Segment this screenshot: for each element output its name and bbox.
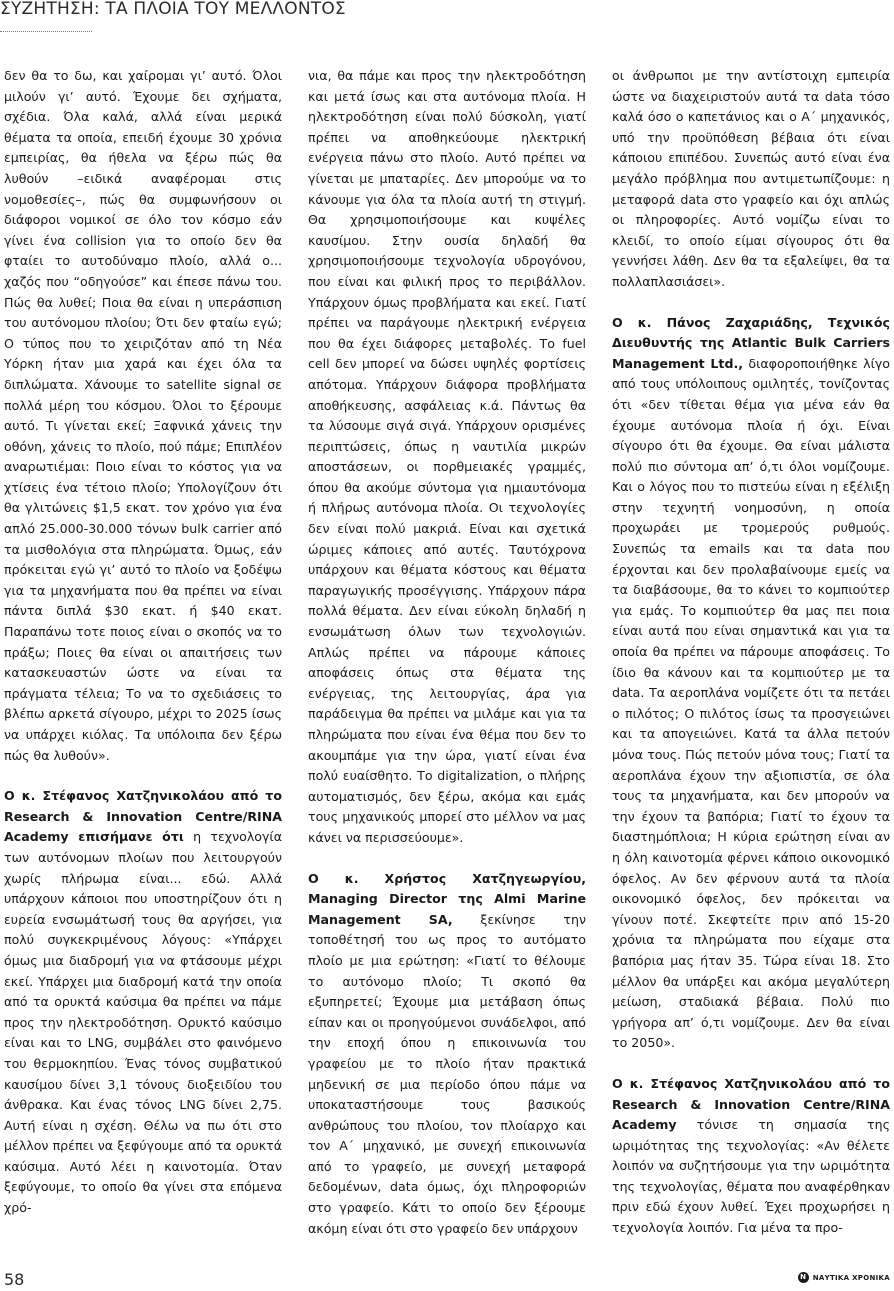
section-title: ΣΥΖΗΤΗΣΗ: ΤΑ ΠΛΟΙΑ ΤΟΥ ΜΕΛΛΟΝΤΟΣ [0, 0, 346, 19]
column-2 [308, 66, 586, 1236]
paragraph: δεν θα το δω, και χαίρομαι γι’ αυτό. Όλοι μιλούν γι’ αυτό. Έχουμε δει σχήματα, σχέδια. Όλα καλά, αλλά είναι μερικά θέματα τα οποία, επειδή έχουμε 30 χρόνια εμπειρίας, θα ήθελα να ξέρω πώς θα λυθούν –ειδικά αναφέρομαι στις νομοθεσίες–, πώς θα συμφωνήσουν οι διάφοροι νομικοί σε όλο τον κόσμο εάν γίνει ένα collision για το οποίο δεν θα φταίει το αυτοδύναμο πλοίο, αλλά ο... χαζός που “οδηγούσε” και έπεσε πάνω του. Πώς θα λυθεί; Ποια θα είναι η υπεράσπιση του αυτόνομου πλοίου; Ότι δεν φταίω εγώ; Ο τύπος που το χειριζόταν από τη Νέα Υόρκη ήταν μια χαρά και έχει όλα τα διπλώματα. Χάνουμε το satellite signal σε πολλά μέρη του κόσμου. Όλοι το ξέρουμε αυτό. Τι γίνεται εκεί; Ξαφνικά χάνεις την οθόνη, χάνεις το πλοίο, πού πάμε; Επιπλέον αναρωτιέμαι: Ποιο είναι το κόστος για να χτίσεις ένα τέτοιο πλοίο; Υπολογίζουν ότι θα γλιτώνεις $1,5 εκατ. τον χρόνο για ένα απλό 25.000-30.000 τόνων bulk carrier από τα μισθολόγια στα πληρώματα. Όμως, εάν πρόκειται εγώ γι’ αυτό το πλοίο να ξοδέψω για τα μηχανήματα που θα πρέπει να είναι πάντα διπλά $30 εκατ. ή $40 εκατ. Παραπάνω τοτε ποιος είναι ο σκοπός να το πράξω; Ποιες θα είναι οι απαιτήσεις των κατασκευαστών ώστε να είναι τα πράγματα τέλεια; Το να το σχεδιάσεις το βλέπω αρκετά σίγουρο, μέχρι το 2025 ίσως να υπάρχει κιόλας. Τα υπόλοιπα δεν ξέρω πώς θα λυθούν». [4, 68, 282, 763]
speaker-name: Ο κ. Στέφανος Χατζηνικολάου από το Research & Innovation Centre/RINA Academy [612, 1075, 890, 1133]
paragraph-body: τόνισε τη σημασία της ωριμότητας της τεχνολογίας: «Αν θέλετε λοιπόν να συζητήσουμε για την ωριμότητα της τεχνολογίας, θέματα που αναφέρθηκαν πριν εδώ έχουν λυθεί. Έχει προχωρήσει η τεχνολογία λοιπόν. Για μένα τα προ- [612, 1117, 890, 1236]
paragraph: νια, θα πάμε και προς την ηλεκτροδότηση και μετά ίσως και στα αυτόνομα πλοία. Η ηλεκτροδότηση είναι πολύ δύσκολη, γιατί πρέπει να αποθηκεύουμε ηλεκτρική ενέργεια πάνω στο πλοίο. Αυτό πρέπει να γίνεται με μπαταρίες. Δεν μπορούμε να το κάνουμε για όλα τα πλοία αυτή τη στιγμή. Θα χρησιμοποιήσουμε και κυψέλες καυσίμου. Στην ουσία δηλαδή θα χρησιμοποιήσουμε τεχνολογία υδρογόνου, που είναι και φιλική προς το περιβάλλον. Υπάρχουν όμως προβλήματα και εκεί. Γιατί πρέπει να παράγουμε ηλεκτρική ενέργεια που θα έχει διάφορες μεταβολές. Το fuel cell δεν μπορεί να δώσει υψηλές φορτίσεις απότομα. Υπάρχουν διάφορα προβλήματα αποθήκευσης, ασφάλειας κ.ά. Πάντως θα τα λύσουμε σιγά σιγά. Υπάρχουν ορισμένες περιπτώσεις, όπως η ναυτιλία μικρών αποστάσεων, οι πορθμειακές γραμμές, όπου θα ακούμε σύντομα για ημιαυτόνομα ή πλήρως αυτόνομα πλοία. Οι τεχνολογίες δεν είναι πολύ μακριά. Είναι και σχετικά ώριμες κάποιες από αυτές. Ταυτόχρονα υπάρχουν και θέματα κόστους και θέματα παραγωγικής προσέγγισης. Υπάρχουν πάρα πολλά θέματα. Δεν είναι εύκολη δηλαδή η ενσωμάτωση όλων των τεχνολογιών. Απλώς πρέπει να πάρουμε κάποιες αποφάσεις όπως στα θέματα της ενέργειας, της λειτουργίας, άρα για παράδειγμα θα πρέπει να μιλάμε και για τα πληρώματα που είναι ένα θέμα που δεν το ακουμπάμε για την ώρα, γιατί είναι ένα πολύ ευαίσθητο. Το digitalization, ο πλήρης αυτοματισμός, δεν ξέρω, ακόμα και εμάς τους μηχανικούς μπορεί στο μέλλον να μας κάνει να περισσεύουμε». [308, 68, 586, 845]
paragraph-body: διαφοροποιήθηκε λίγο από τους υπόλοιπους ομιλητές, τονίζοντας ότι «δεν τίθεται θέμα για μένα εάν θα έχουμε αυτόνομα πλοία ή όχι. Είναι σίγουρο ότι θα έχουμε. Θα είναι μάλιστα πολύ πιο σύντομα απ’ ό,τι όλοι νομίζουμε. Και ο λόγος που το πιστεύω είναι η εξέλιξη στην τεχνητή νοημοσύνη, η οποία προχωράει με τρομερούς ρυθμούς. Συνεπώς τα emails και τα data που έρχονται και δεν προλαβαίνουμε εμείς να τα διαβάσουμε, θα το κάνει το κομπιούτερ για εμάς. Το κομπιούτερ θα μας πει ποια είναι αυτά που είναι σημαντικά και για τα οποία θα πρέπει να πάρουμε αποφάσεις. Το ίδιο θα κάνουν και τα κομπιούτερ με τα data. Τα αεροπλάνα νομίζετε ότι τα πετάει ο πιλότος; Ο πιλότος ίσως τα προσγειώνει και τα απογειώνει. Κατά τα άλλα πετούν μόνα τους. Πώς πετούν μόνα τους; Γιατί τα αεροπλάνα έχουν την αξιοπιστία, σε όλα τους τα μηχανήματα, και δεν μπορούν να την έχουν τα βαπόρια; Γιατί το έχουν τα διαστημόπλοια; Η κύρια ερώτηση είναι αν η όλη καινοτομία φέρνει κάποιο οικονομικό όφελος. Αν δεν φέρνουν αυτά τα πλοία οικονομικό όφελος, δεν πρόκειται να γίνουν ποτέ. Σκεφτείτε πριν από 15-20 χρόνια τα πληρώματα που είχαμε στα βαπόρια μας ήταν 35. Τώρα είναι 18. Στο μέλλον θα υπάρξει και ακόμα μεγαλύτερη μείωση, σταδιακά βέβαια. Πολύ πιο γρήγορα απ’ ό,τι νομίζουμε. Δεν θα είναι το 2050». [612, 355, 890, 1051]
page-header [0, 0, 894, 34]
paragraph: οι άνθρωποι με την αντίστοιχη εμπειρία ώστε να διαχειριστούν αυτά τα data τόσο καλά όσο ο καπετάνιος και ο Α΄ μηχανικός, υπό την προϋπόθεση βέβαια ότι είναι κάποιου επιπέδου. Συνεπώς αυτό είναι ένα μεγάλο πρόβλημα που αντιμετωπίζουμε: η μεταφορά data στο γραφείο και όχι απλώς οι πληροφορίες. Αυτό νομίζω είναι το κλειδί, το οποίο είμαι σίγουρος ότι θα γεννήσει λάθη. Δεν θα τα εξαλείψει, θα τα πολλαπλασιάσει». [612, 68, 890, 289]
paragraph-body: η τεχνολογία των αυτόνομων πλοίων που λειτουργούν χωρίς πλήρωμα είναι... εδώ. Αλλά υπάρχουν κάποιοι που υποστηρίζουν ότι η ευρεία ενσωμάτωσή τους θα αργήσει, για πολύ συγκεκριμένους λόγους: «Υπάρχει όμως μια διαδρομή για να φτάσουμε μέχρι εκεί. Υπάρχει μια διαδρομή κατά την οποία από τα ορυκτά καύσιμα θα πρέπει να πάμε προς την ηλεκτροδότηση. Ορυκτό καύσιμο είναι και το LNG, συμβάλει στο φαινόμενο του θερμοκηπίου. Ένας τόνος συμβατικού καυσίμου δίνει 3,1 τόνους διοξειδίου του άνθρακα. Και ένας τόνος LNG δίνει 2,75. Αυτή είναι η σχέση. Θέλω να πω ότι στο μέλλον πρέπει να ξεφύγουμε από τα ορυκτά καύσιμα. Αυτό λέει η καινοτομία. Όταν ξεφύγουμε, το οποίο θα γίνει στα επόμενα χρό- [4, 829, 282, 1216]
paragraph [4, 786, 282, 1218]
speaker-name: Ο κ. Στέφανος Χατζηνικολάου από το Research & Innovation Centre/RINA Academy επισήμανε ότι [4, 788, 282, 845]
publication-logo [798, 1272, 890, 1283]
speaker-name: Ο κ. Χρήστος Χατζηγεωργίου, Managing Director της Almi Marine Management SA, [308, 870, 586, 927]
header-dotted-rule [0, 31, 92, 32]
publication-name: ΝΑΥΤΙΚΑ ΧΡΟΝΙΚΑ [812, 1273, 890, 1282]
paragraph [308, 869, 586, 1236]
page-number: 58 [4, 1270, 25, 1289]
column-3 [612, 66, 890, 1236]
paragraph [612, 313, 890, 1054]
speaker-name: Ο κ. Πάνος Ζαχαριάδης, Τεχνικός Διευθυντής της Atlantic Bulk Carriers Management Ltd., [612, 314, 890, 371]
paragraph [612, 1074, 890, 1236]
circle-n-icon: N [798, 1272, 809, 1283]
column-1 [4, 66, 282, 1236]
paragraph-body: ξεκίνησε την τοποθέτησή του ως προς το αυτόματο πλοίο με μια ερώτηση: «Γιατί το θέλουμε το αυτόνομο πλοίο; Τι σκοπό θα εξυπηρετεί; Έχουμε μια μετάβαση όπως είπαν και οι προηγούμενοι συνάδελφοι, από την εποχή όπου η επικοινωνία του γραφείου με το πλοίο ήταν πρακτικά μηδενική σε μια περίοδο όπου πάμε να υποκαταστήσουμε τους βασικούς ανθρώπους του πλοίου, τον πλοίαρχο και τον Α΄ μηχανικό, με συνεχή επικοινωνία από το γραφείο, με συνεχή μεταφορά δεδομένων, data όμως, όχι πληροφοριών στο γραφείο. Κάτι το οποίο δεν ξέρουμε ακόμη είναι ότι στο γραφείο δεν υπάρχουν [308, 911, 586, 1236]
